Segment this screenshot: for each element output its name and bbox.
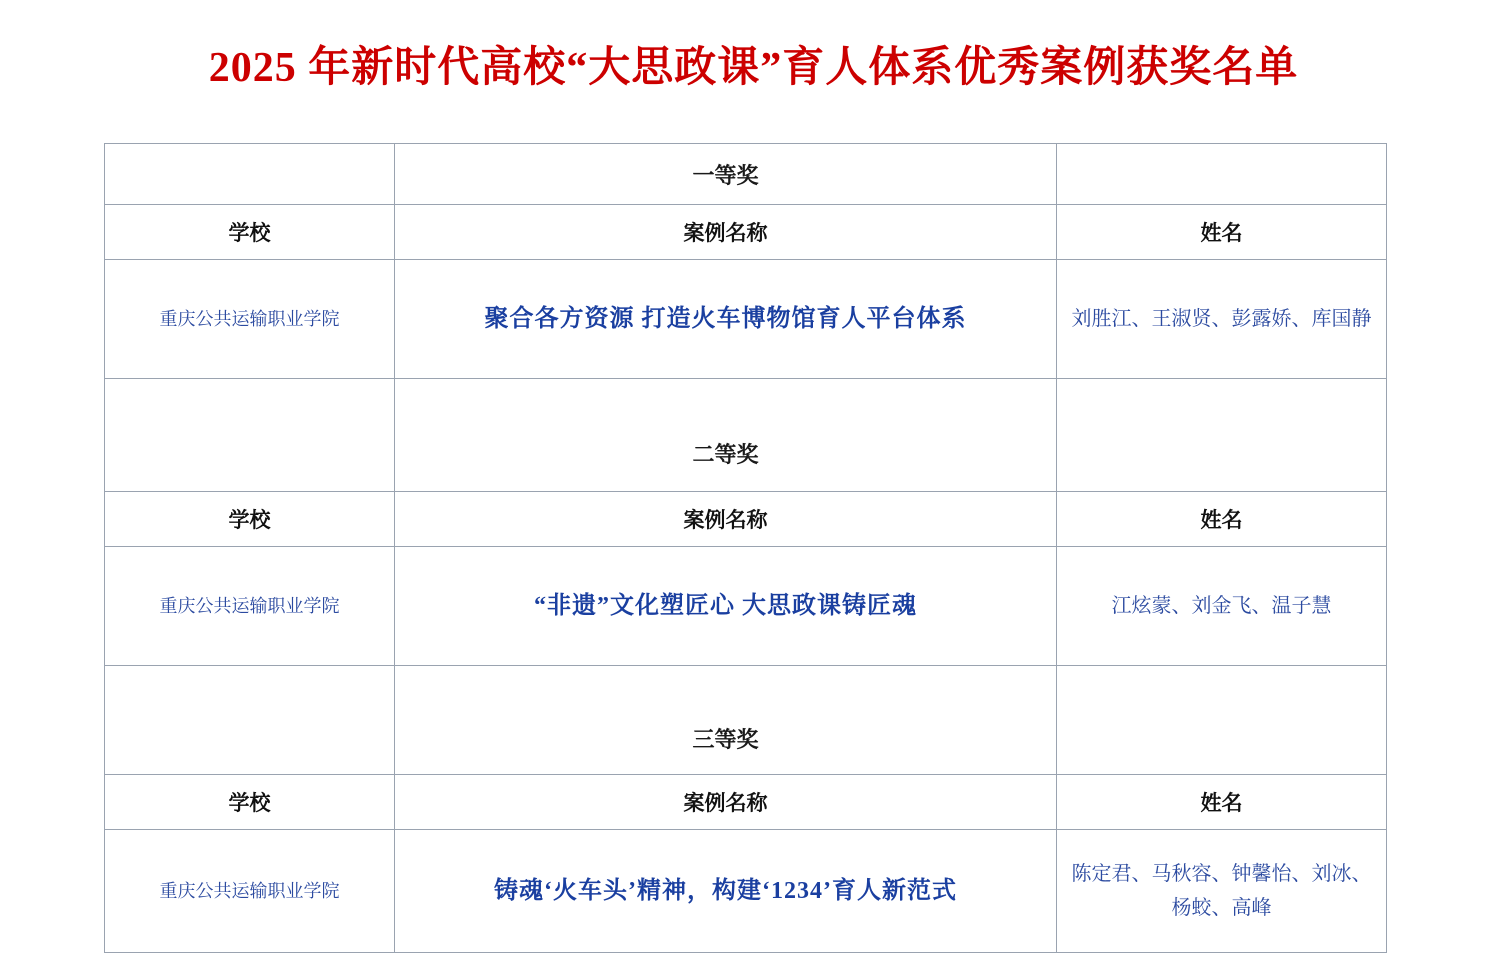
- band-label-cell: [395, 144, 1057, 205]
- award-level-label: 一等奖: [692, 162, 759, 188]
- cell-author-names: 刘胜江、王淑贤、彭露娇、库国静: [1057, 260, 1387, 379]
- table-header-row: [105, 492, 1387, 547]
- table-header-row: [105, 775, 1387, 830]
- column-header-name: 姓名: [1057, 492, 1387, 547]
- cell-author-names: 江炫蒙、刘金飞、温子慧: [1057, 547, 1387, 666]
- band-left-empty: [105, 379, 395, 492]
- column-header-case: 案例名称: [395, 492, 1057, 547]
- band-label-cell: [395, 666, 1057, 775]
- band-label-cell: [395, 379, 1057, 492]
- cell-case-title: “非遗”文化塑匠心 大思政课铸匠魂: [395, 547, 1057, 666]
- cell-case-title: 聚合各方资源 打造火车博物馆育人平台体系: [395, 260, 1057, 379]
- band-right-empty: [1057, 144, 1387, 205]
- band-right-empty: [1057, 379, 1387, 492]
- award-band-row: [105, 144, 1387, 205]
- cell-school: 重庆公共运输职业学院: [105, 830, 395, 953]
- column-header-name: 姓名: [1057, 205, 1387, 260]
- table-row: [105, 547, 1387, 666]
- award-level-label: 二等奖: [692, 441, 759, 467]
- cell-case-title: 铸魂‘火车头’精神，构建‘1234’育人新范式: [395, 830, 1057, 953]
- table-header-row: [105, 205, 1387, 260]
- cell-school: 重庆公共运输职业学院: [105, 547, 395, 666]
- band-right-empty: [1057, 666, 1387, 775]
- award-band-row: [105, 379, 1387, 492]
- column-header-case: 案例名称: [395, 205, 1057, 260]
- column-header-school: 学校: [105, 492, 395, 547]
- column-header-school: 学校: [105, 775, 395, 830]
- table-row: [105, 260, 1387, 379]
- table-row: [105, 830, 1387, 953]
- band-left-empty: [105, 666, 395, 775]
- column-header-name: 姓名: [1057, 775, 1387, 830]
- award-band-row: [105, 666, 1387, 775]
- cell-author-names: 陈定君、马秋容、钟馨怡、刘冰、杨蛟、高峰: [1057, 830, 1387, 953]
- column-header-case: 案例名称: [395, 775, 1057, 830]
- band-left-empty: [105, 144, 395, 205]
- cell-school: 重庆公共运输职业学院: [105, 260, 395, 379]
- award-list-table: [104, 143, 1387, 953]
- award-level-label: 三等奖: [692, 726, 759, 752]
- page-title: 2025 年新时代高校“大思政课”育人体系优秀案例获奖名单: [208, 45, 1299, 91]
- column-header-school: 学校: [105, 205, 395, 260]
